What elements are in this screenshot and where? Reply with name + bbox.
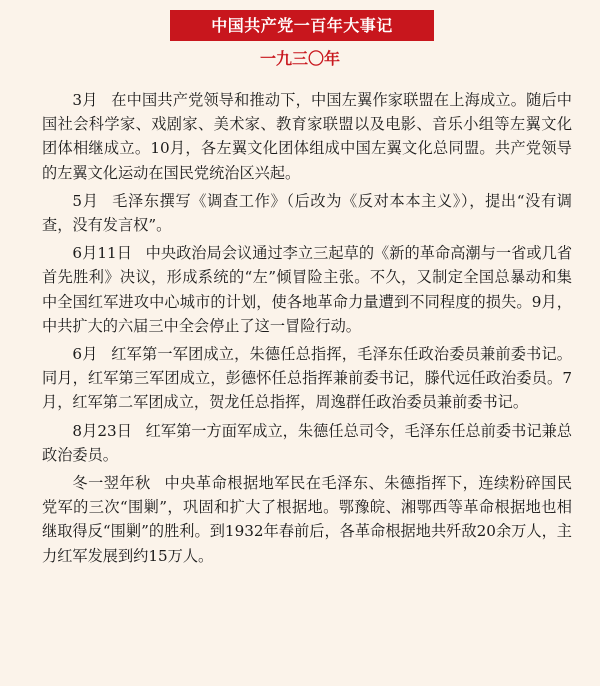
entry-date: 5月	[72, 191, 99, 210]
entry-text: 红军第一方面军成立，朱德任总司令，毛泽东任总前委书记兼总政治委员。	[42, 421, 573, 464]
entry-text: 中央革命根据地军民在毛泽东、朱德指挥下，连续粉碎国民党军的三次“围剿”，巩固和扩大了根据地。鄂豫皖、湘鄂西等革命根据地也相继取得反“围剿”的胜利。到1932年春前后，各革命根据地共歼敌20余万人，主力红军发展到约15万人。	[42, 474, 573, 565]
entry-text: 红军第一军团成立，朱德任总指挥，毛泽东任政治委员兼前委书记。同月，红军第三军团成立，彭德怀任总指挥兼前委书记，滕代远任政治委员。7月，红军第二军团成立，贺龙任总指挥，周逸群任政治委员兼前委书记。	[42, 345, 572, 412]
entry-date: 6月	[72, 345, 98, 364]
entry-august-23	[42, 419, 572, 467]
entry-text: 毛泽东撰写《调查工作》（后改为《反对本本主义》），提出“没有调查，没有发言权”。	[42, 191, 572, 235]
entry-date: 8月23日	[72, 421, 132, 440]
entry-may	[42, 189, 572, 237]
entry-text: 中央政治局会议通过李立三起草的《新的革命高潮与一省或几省首先胜利》决议，形成系统的“左”倾冒险主张。不久，又制定全国总暴动和集中全国红军进攻中心城市的计划，使各地革命力量遭到不同程度的损失。9月，中共扩大的六届三中全会停止了这一冒险行动。	[42, 244, 573, 335]
entry-winter	[42, 471, 572, 568]
page-title: 中国共产党一百年大事记	[170, 10, 434, 41]
entry-june-11	[42, 241, 572, 338]
entry-date: 3月	[72, 91, 98, 109]
entry-march	[42, 88, 572, 185]
entries-list	[42, 88, 572, 572]
entry-date: 6月11日	[72, 244, 132, 263]
entry-text: 在中国共产党领导和推动下，中国左翼作家联盟在上海成立。随后中国社会科学家、戏剧家、美术家、教育家联盟以及电影、音乐小组等左翼文化团体相继成立。10月，各左翼文化团体组成中国左翼文化总同盟。共产党领导的左翼文化运动在国民党统治区兴起。	[42, 91, 572, 182]
year-heading: 一九三〇年	[259, 49, 340, 68]
entry-date: 冬一翌年秋	[72, 474, 151, 493]
entry-june	[42, 342, 572, 415]
